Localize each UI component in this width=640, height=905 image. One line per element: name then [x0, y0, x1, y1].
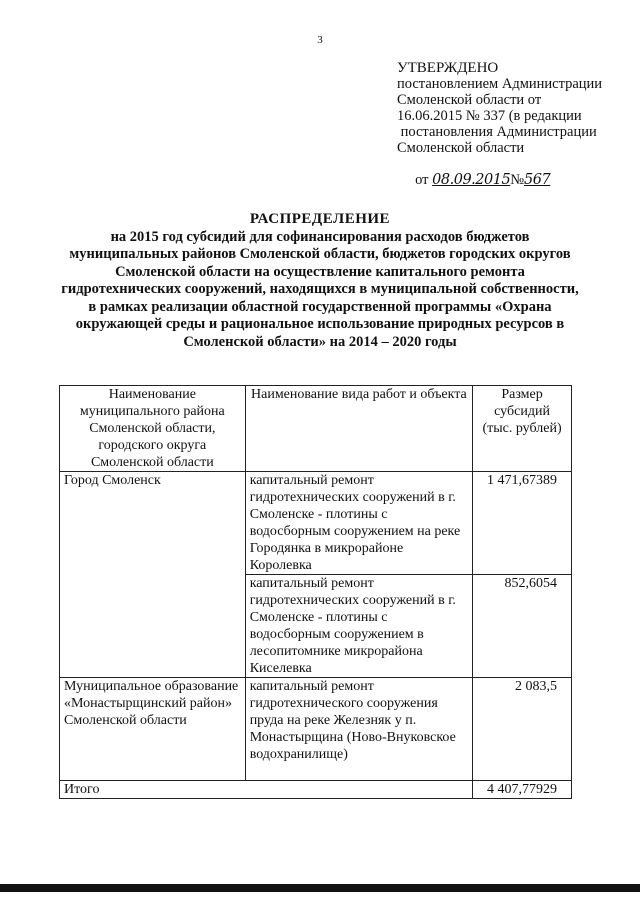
total-label: Итого [60, 781, 473, 799]
title-line: муниципальных районов Смоленской области, бюджетов городских округов [69, 246, 571, 262]
cell-work: капитальный ремонт гидротехнических сооружений в г. Смоленске - плотины с водосборным сооружением в лесопитомнике микрорайона Киселевка [245, 575, 472, 678]
title-line: гидротехнических сооружений, находящихся в муниципальной собственности, [61, 281, 579, 297]
approval-line: Смоленской области [397, 140, 525, 156]
cell-district: Город Смоленск [60, 472, 246, 678]
title-line: в рамках реализации областной государственной программы «Охрана [88, 298, 552, 315]
cell-work: капитальный ремонт гидротехнического сооружения пруда на реке Железняк у п. Монастырщина (Ново-Внуковское водохранилище) [245, 678, 472, 781]
title-line: на 2015 год субсидий для софинансирования расходов бюджетов [110, 228, 530, 245]
cell-district: Муниципальное образование «Монастырщинский район» Смоленской области [60, 678, 246, 781]
approval-line: постановлением Администрации [397, 76, 603, 92]
header-amount: Размер субсидий (тыс. рублей) [473, 386, 572, 472]
title-line: Смоленской области» на 2014 – 2020 годы [183, 333, 457, 350]
title-line: окружающей среды и рациональное использование природных ресурсов в [75, 316, 565, 332]
approval-line: Смоленской области от [397, 92, 542, 108]
approval-stamp [397, 60, 637, 204]
approval-line: 16.06.2015 № 337 (в редакции [397, 108, 582, 124]
header-work: Наименование вида работ и объекта [245, 386, 472, 472]
scan-edge-bar [0, 884, 640, 892]
table-total-row [60, 781, 572, 799]
cell-amount: 852,6054 [473, 575, 572, 678]
document-title [55, 211, 585, 351]
approval-line: постановления Администрации [397, 124, 597, 140]
handwritten-number: 567 [524, 172, 551, 188]
table-row [60, 472, 572, 575]
handwritten-date: 08.09.2015 [432, 172, 511, 188]
title-line: Смоленской области на осуществление капитального ремонта [115, 263, 525, 280]
title-main: РАСПРЕДЕЛЕНИЕ [249, 211, 391, 227]
cell-amount: 2 083,5 [473, 678, 572, 781]
cell-amount: 1 471,67389 [473, 472, 572, 575]
total-amount: 4 407,77929 [473, 781, 572, 799]
approval-date-line [397, 156, 637, 204]
header-district: Наименование муниципального района Смоленской области, городского округа Смоленской области [60, 386, 246, 472]
table-header-row [60, 386, 572, 472]
approval-date-prefix: от [411, 172, 433, 188]
cell-work: капитальный ремонт гидротехнических сооружений в г. Смоленске - плотины с водосборным сооружением на реке Городянка в микрорайоне Королевка [245, 472, 472, 575]
approval-heading: УТВЕРЖДЕНО [397, 60, 499, 76]
table-row [60, 678, 572, 781]
subsidy-table [59, 385, 572, 799]
number-sign: № [510, 172, 525, 188]
page-number: 3 [317, 34, 323, 46]
